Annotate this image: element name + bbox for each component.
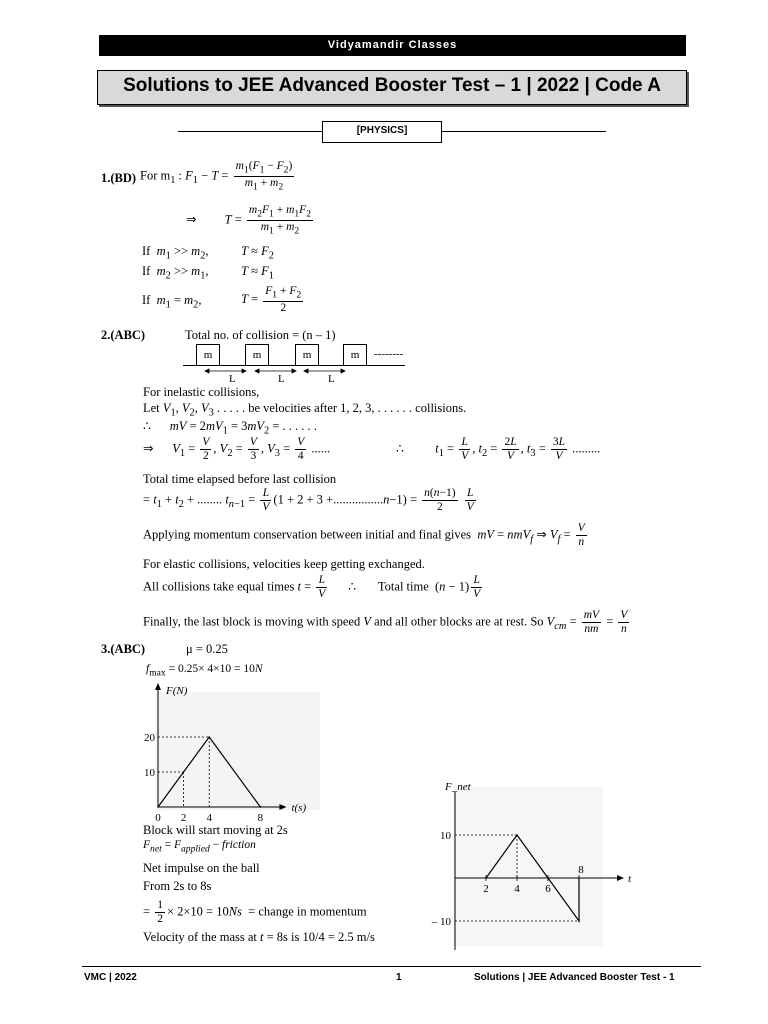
x-tick-label: 6 [545, 883, 551, 895]
q1-line-3b: $T \approx F_2$ [241, 244, 274, 262]
y-tick-label: – 10 [431, 916, 451, 928]
x-tick-label: 2 [483, 883, 489, 895]
q1-label: 1.(BD) [101, 171, 137, 185]
x-axis-arrow [617, 875, 624, 881]
section-label: [PHYSICS] [322, 121, 442, 143]
x-tick-label: 4 [206, 812, 212, 824]
q2-label: 2.(ABC) [101, 328, 146, 342]
q2-equal-times: All collisions take equal times t = $\frac{L}{V}$ ∴ Total time (n − 1) $\frac{L}{V}$ [143, 574, 481, 600]
q2-collisions: Total no. of collision = (n – 1) [185, 328, 336, 342]
block-3: m [295, 344, 319, 366]
q3-fmax: $f_{max} = 0.25\times 4\times 10 = 10N$ [146, 663, 263, 679]
block-4: m [343, 344, 367, 366]
net-force-graph [425, 778, 632, 953]
y-axis-arrow [155, 683, 161, 690]
q2-final: Finally, the last block is moving with speed V and all other blocks are at rest. So $V_{cm}$ = $\frac{mV}{nm}$ = $\frac{V}{n}$ [143, 609, 628, 635]
q3-fnet: $F_{net} = F_{applied}$ − friction [143, 839, 256, 855]
q3-range: From 2s to 8s [143, 879, 212, 893]
q1-line-5: If $m_1 = m_2$, [142, 293, 202, 311]
data-point [157, 806, 159, 808]
x-tick-label: 8 [578, 864, 584, 876]
x-tick-label: 8 [257, 812, 264, 824]
x-tick-label: 2 [180, 812, 187, 824]
q2-total-time-heading: Total time elapsed before last collision [143, 472, 337, 486]
q2-velocities: Let $V_1$, $V_2$, $V_3$ . . . . . be velocities after 1, 2, 3, . . . . . . collisions. [143, 401, 467, 419]
q1-line-1: For $m_1$ : $F_1 - T$ = $\frac{m_1(F_1 - F_2)}{m_1 + m_2}$ [140, 160, 293, 193]
force-time-graph [140, 680, 330, 824]
q1-line-4: If $m_2 >> m_1$, [142, 264, 209, 282]
section-rule-right [442, 131, 606, 132]
q2-momentum-conservation: Applying momentum conservation between initial and final gives mV = nmV$_f$ ⇒ $V_f$ = $\frac{V}{n}$ [143, 522, 585, 548]
block-1: m [196, 344, 220, 366]
trailing-dots: -------- [374, 348, 404, 360]
q3-impulse-value: = $\frac{1}{2}$ × 2×10 = 10Ns = change in momentum [143, 899, 367, 925]
y-tick-label: 10 [440, 830, 451, 842]
q1-line-5b: T = $\frac{F_1 + F_2}{2}$ [241, 285, 302, 315]
y-tick-label: 20 [144, 732, 155, 744]
q1-line-3: If $m_1 >> m_2$, [142, 244, 209, 262]
q3-label: 3.(ABC) [101, 642, 146, 656]
q2-elastic: For elastic collisions, velocities keep getting exchanged. [143, 557, 425, 571]
plot-area [156, 692, 320, 810]
footer-rule [82, 966, 701, 967]
q2-inelastic: For inelastic collisions, [143, 385, 260, 399]
section-rule-left [178, 131, 322, 132]
footer-page-number: 1 [396, 972, 402, 983]
spacing-label-1: L [229, 373, 236, 385]
q3-impulse: Net impulse on the ball [143, 861, 260, 875]
q2-times: ∴ $t_1$ = $\frac{L}{V}$ , $t_2$ = $\frac{2L}{V}$ , $t_3$ = $\frac{3L}{V}$ ......... [396, 436, 601, 462]
y-axis-label: F_net [445, 781, 471, 793]
q3-velocity: Velocity of the mass at t = 8s is 10/4 = 2.5 m/s [143, 930, 375, 944]
footer-right: Solutions | JEE Advanced Booster Test - 1 [474, 972, 675, 983]
q2-total-time: = $t_1 + t_2$ + ........ $t_{n-1}$ = $\frac{L}{V}$ (1 + 2 + 3 +................n−1) = $\frac{n(n-1)}{2}$ $\frac{L}{V}$ [143, 487, 474, 513]
data-point [260, 806, 262, 808]
y-axis-label: F(N) [166, 685, 188, 697]
q3-start: Block will start moving at 2s [143, 823, 288, 837]
q2-velocity-values: ⇒ $V_1$ = $\frac{V}{2}$ , $V_2$ = $\frac{V}{3}$ , $V_3$ = $\frac{V}{4}$ ...... [143, 436, 331, 462]
block-2: m [245, 344, 269, 366]
spacing-label-3: L [328, 373, 335, 385]
brand-name: Vidyamandir Classes [327, 39, 458, 51]
x-axis-label: t(s) [291, 802, 307, 814]
spacing-arrows [183, 344, 408, 386]
page-title: Solutions to JEE Advanced Booster Test – 1 | 2022 | Code A [123, 75, 661, 96]
x-tick-label: 4 [514, 883, 520, 895]
q1-line-4b: $T \approx F_1$ [241, 264, 274, 282]
footer-left: VMC | 2022 [84, 972, 137, 983]
blocks-diagram [183, 344, 408, 386]
q1-line-2: ⇒ T = $\frac{m_2F_1 + m_1F_2}{m_1 + m_2}$ [186, 204, 311, 237]
x-tick-label: 0 [155, 812, 161, 824]
spacing-label-2: L [278, 373, 285, 385]
q2-momentum: ∴ mV = $2mV_1 = 3mV_2$ = . . . . . . [143, 419, 317, 437]
y-tick-label: 10 [144, 767, 155, 779]
x-axis-label: t [628, 873, 632, 885]
q3-mu: μ = 0.25 [186, 642, 228, 656]
